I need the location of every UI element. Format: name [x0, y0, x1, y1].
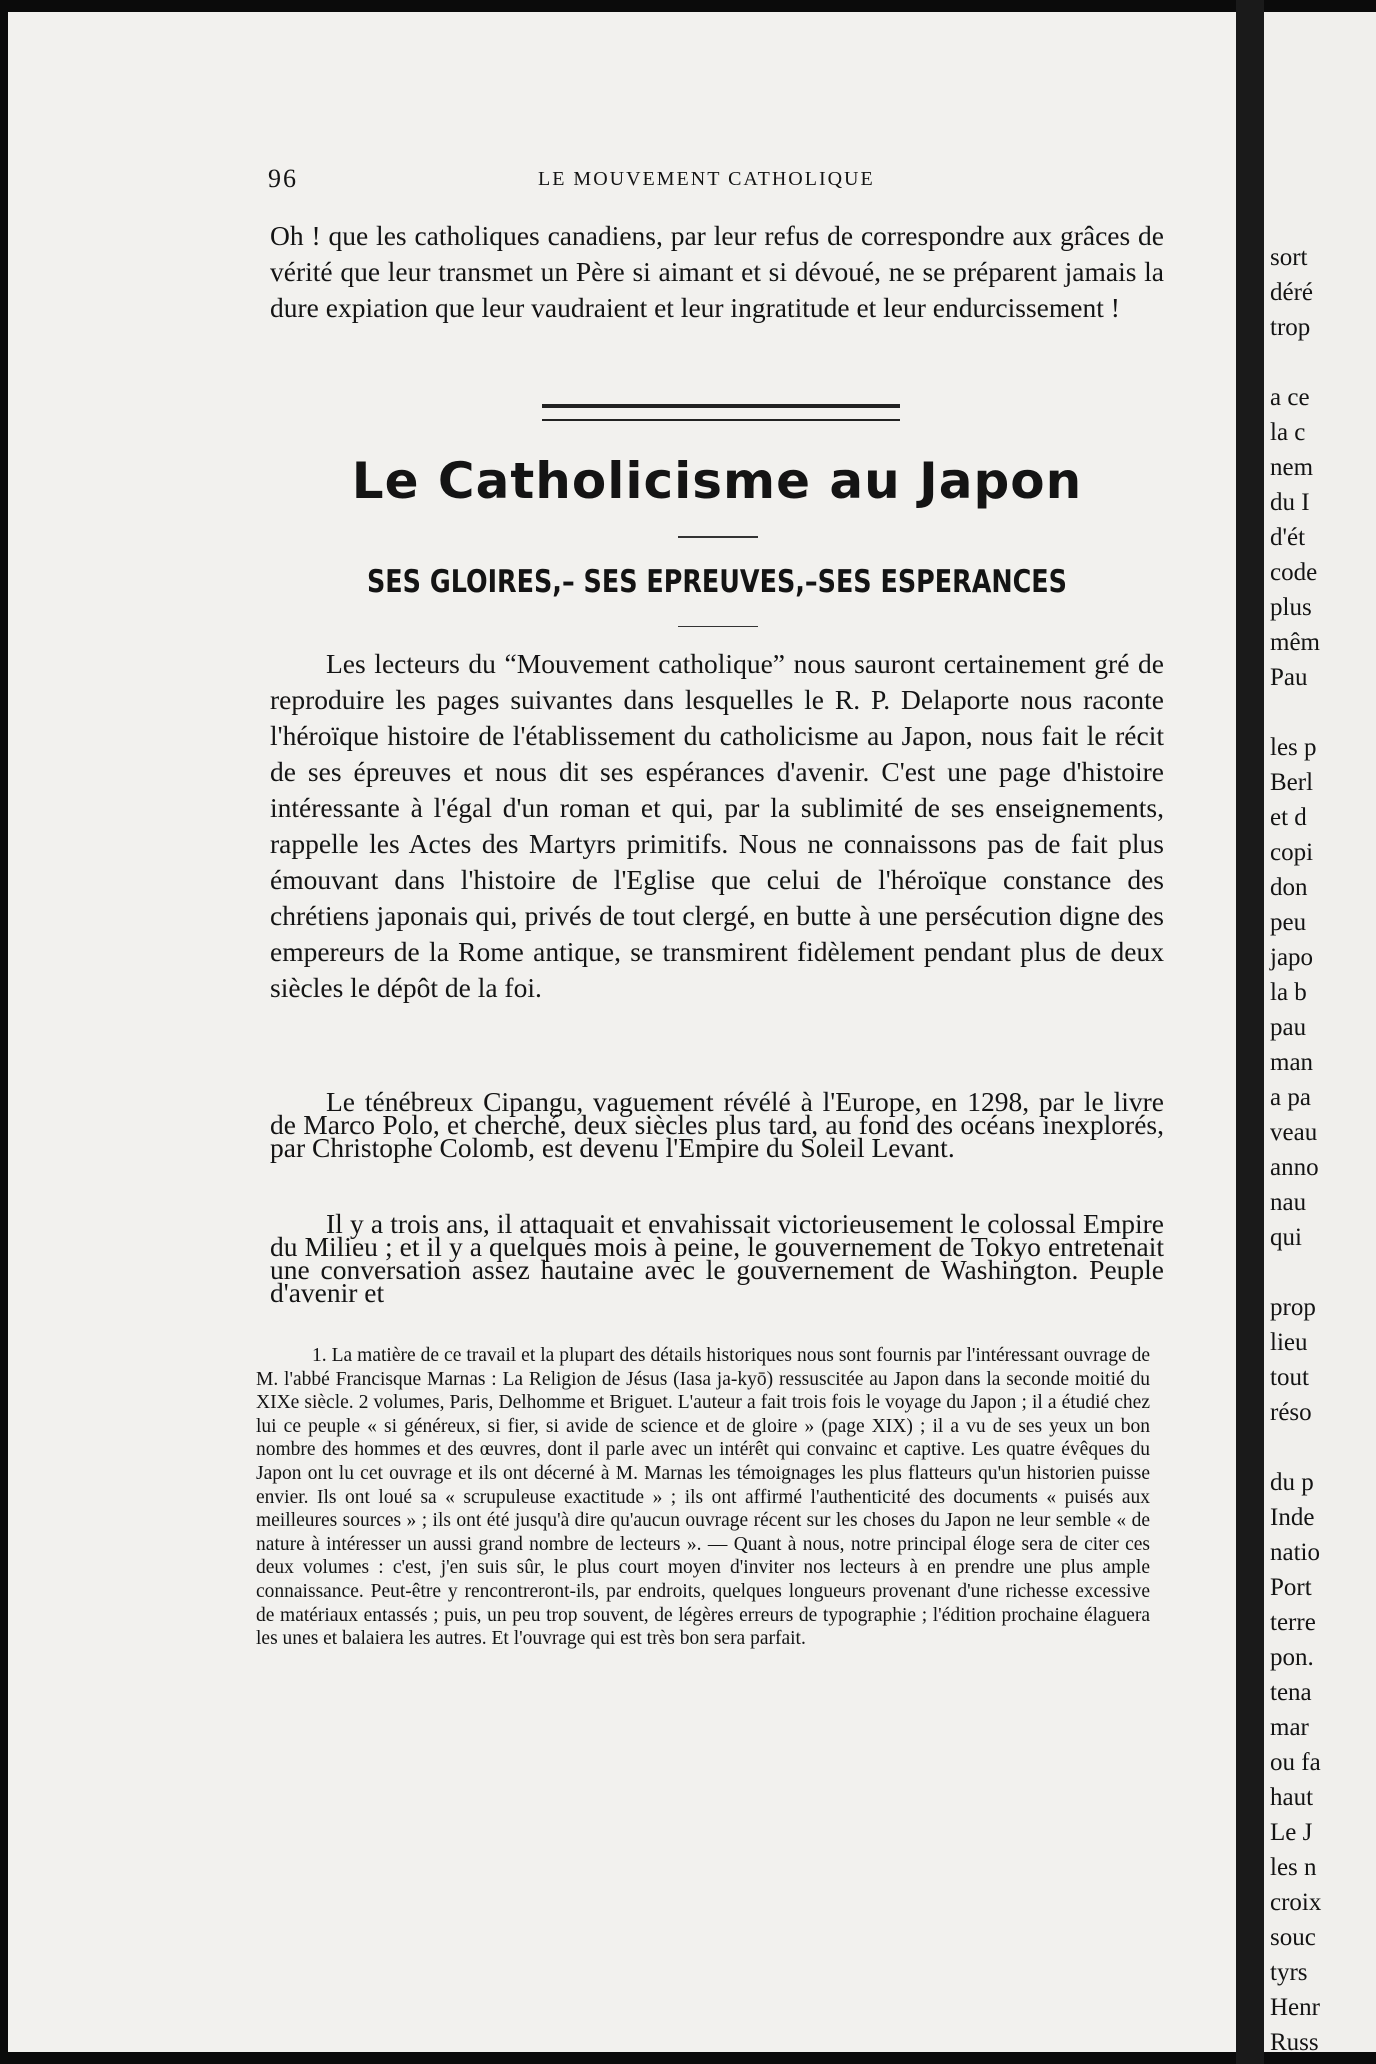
paragraph-3: Il y a trois ans, il attaquait et envahissait victorieusement le colossal Empire du Milieu ; et il y a quelques mois à peine, le gouvernement de Tokyo entretenait une conversation assez hautaine avec le gouvernement de Washington. Peuple d'avenir et: [270, 1208, 1164, 1308]
facing-page-line: d'ét: [1270, 524, 1306, 551]
facing-page-line: [1270, 1430, 1376, 1465]
facing-page-line: terre: [1270, 1609, 1316, 1636]
book-gutter: [1236, 0, 1264, 2064]
facing-page-line: man: [1270, 1049, 1314, 1076]
title-rule: [678, 536, 758, 538]
facing-page-line: tout: [1270, 1364, 1309, 1391]
facing-page-line: anno: [1270, 1154, 1319, 1181]
page-number: 96: [268, 164, 298, 193]
facing-page-line: prop: [1270, 1294, 1316, 1321]
facing-page-line: ou fa: [1270, 1749, 1321, 1776]
facing-page-line: veau: [1270, 1119, 1318, 1146]
left-page: [8, 12, 1236, 2052]
facing-page-line: natio: [1270, 1539, 1320, 1566]
facing-page-line: Henr: [1270, 1994, 1320, 2021]
facing-page-line: sort: [1270, 244, 1308, 271]
facing-page-line: nem: [1270, 454, 1314, 481]
facing-page-line: nau: [1270, 1189, 1307, 1216]
paragraph-2: Le ténébreux Cipangu, vaguement révélé à l'Europe, en 1298, par le livre de Marco Polo, et cherché, deux siècles plus tard, au fond des océans inexplorés, par Christophe Colomb, est devenu l'Empire du Soleil Levant.: [270, 1086, 1164, 1163]
paragraph-1: Les lecteurs du “Mouvement catholique” nous sauront certainement gré de reproduire les pages suivantes dans lesquelles le R. P. Delaporte nous raconte l'héroïque histoire de l'établissement du catholicisme au Japon, nous fait le récit de ses épreuves et nous dit ses espérances d'avenir. C'est une page d'histoire intéressante à l'égal d'un roman et qui, par la sublimité de ses enseignements, rappelle les Actes des Martyrs primitifs. Nous ne connaissons pas de fait plus émouvant dans l'histoire de l'Eglise que celui de l'héroïque constance des chrétiens japonais qui, privés de tout clergé, en butte à une persécution digne des empereurs de la Rome antique, se transmirent fidèlement pendant plus de deux siècles le dépôt de la foi.: [270, 648, 1164, 1003]
facing-page-line: Russ: [1270, 2029, 1319, 2052]
facing-page-line: croix: [1270, 1889, 1322, 1916]
intro-paragraph: Oh ! que les catholiques canadiens, par leur refus de correspondre aux grâces de vérité que leur transmet un Père si aimant et si dévoué, ne se préparent jamais la dure expiation que leur vaudraient et leur ingratitude et leur endurcissement !: [270, 220, 1164, 323]
facing-page-line: peu: [1270, 909, 1307, 936]
facing-page-line: du I: [1270, 489, 1310, 516]
running-title: LE MOUVEMENT CATHOLIQUE: [538, 168, 875, 190]
facing-page-line: a ce: [1270, 384, 1310, 411]
facing-page-line: [1270, 345, 1376, 380]
section-divider: [542, 404, 900, 421]
facing-page: [1264, 12, 1376, 2052]
facing-page-line: lieu: [1270, 1329, 1308, 1356]
facing-page-line: souc: [1270, 1924, 1316, 1951]
facing-page-text: [1270, 240, 1376, 2052]
facing-page-line: japo: [1270, 944, 1314, 971]
facing-page-line: mar: [1270, 1714, 1309, 1741]
facing-page-line: [1270, 1255, 1376, 1290]
facing-page-line: réso: [1270, 1399, 1312, 1426]
running-header: [8, 160, 1236, 196]
facing-page-line: Port: [1270, 1574, 1312, 1601]
facing-page-line: trop: [1270, 314, 1311, 341]
facing-page-line: Berl: [1270, 769, 1314, 796]
facing-page-line: qui: [1270, 1224, 1302, 1251]
facing-page-line: la b: [1270, 979, 1307, 1006]
facing-page-line: code: [1270, 559, 1318, 586]
facing-page-line: Pau: [1270, 664, 1308, 691]
facing-page-line: [1270, 695, 1376, 730]
article-subtitle: SES GLOIRES,– SES EPREUVES,–SES ESPERANCES: [367, 564, 1067, 600]
facing-page-line: don: [1270, 874, 1308, 901]
facing-page-line: tena: [1270, 1679, 1312, 1706]
facing-page-line: copi: [1270, 839, 1314, 866]
facing-page-line: pon.: [1270, 1644, 1314, 1671]
facing-page-line: les n: [1270, 1854, 1317, 1881]
subtitle-rule: [678, 626, 758, 627]
footnote: 1. La matière de ce travail et la plupart des détails historiques nous sont fournis par l'intéressant ouvrage de M. l'abbé Francisque Marnas : La Religion de Jésus (Iasa ja-kyō) ressuscitée au Japon dans la seconde moitié du XIXe siècle. 2 volumes, Paris, Delhomme et Briguet. L'auteur a fait trois fois le voyage du Japon ; il a étudié chez lui ce peuple « si généreux, si fier, si avide de science et de gloire » (page XIX) ; il a vu de ses yeux un bon nombre des hommes et des œuvres, dont il parle avec un intérêt qui convainc et captive. Les quatre évêques du Japon ont lu cet ouvrage et ils ont décerné à M. Marnas les témoignages les plus flatteurs qu'un historien puisse envier. Ils ont loué sa « scrupuleuse exactitude » ; ils ont affirmé l'authenticité des documents « puisés aux meilleures sources » ; ils ont été jusqu'à dire qu'aucun ouvrage récent sur les choses du Japon ne leur semble « de nature à intéresser un aussi grand nombre de lecteurs ». — Quant à nous, notre principal éloge sera de citer ces deux volumes : c'est, j'en suis sûr, le plus court moyen d'inviter nos lecteurs à en prendre une plus ample connaissance. Peut-être y rencontreront-ils, par endroits, quelques longueurs provenant d'une richesse excessive de matériaux entassés ; puis, un peu trop souvent, de légères erreurs de typographie ; l'édition prochaine élaguera les unes et balaiera les autres. Et l'ouvrage qui est très bon sera parfait.: [256, 1345, 1150, 1650]
facing-page-line: déré: [1270, 279, 1314, 306]
facing-page-line: Inde: [1270, 1504, 1315, 1531]
facing-page-line: du p: [1270, 1469, 1314, 1496]
facing-page-line: et d: [1270, 804, 1307, 831]
facing-page-line: la c: [1270, 419, 1306, 446]
facing-page-line: haut: [1270, 1784, 1314, 1811]
facing-page-line: les p: [1270, 734, 1317, 761]
facing-page-line: plus: [1270, 594, 1312, 621]
article-title: Le Catholicisme au Japon: [351, 452, 1083, 510]
facing-page-line: mêm: [1270, 629, 1320, 656]
facing-page-line: pau: [1270, 1014, 1307, 1041]
facing-page-line: tyrs: [1270, 1959, 1308, 1986]
facing-page-line: Le J: [1270, 1819, 1313, 1846]
facing-page-line: a pa: [1270, 1084, 1311, 1111]
